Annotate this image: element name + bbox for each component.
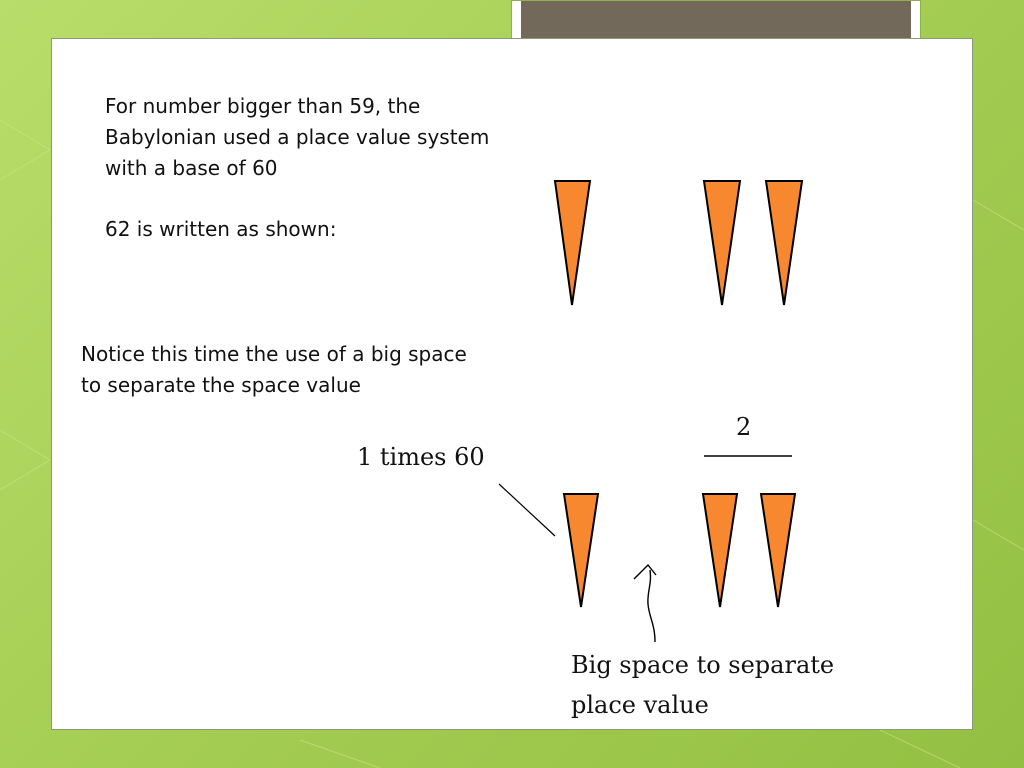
arrow-up-icon	[648, 570, 655, 642]
big-space-label: Big space to separate place value	[571, 651, 835, 719]
wedge-top-3	[766, 181, 802, 305]
arrow-head-icon	[634, 565, 656, 579]
intro-text: For number bigger than 59, the Babylonian used a place value system with a base of 60	[105, 94, 490, 180]
times-60-label: 1 times 60	[357, 443, 485, 471]
cuneiform-diagram	[52, 39, 974, 731]
pointer-line	[499, 484, 555, 536]
wedge-top-2	[704, 181, 740, 305]
wedge-bottom-3	[761, 494, 795, 607]
example-text: 62 is written as shown:	[105, 217, 337, 241]
wedge-bottom-1	[564, 494, 598, 607]
slide-content	[51, 38, 973, 730]
notice-text: Notice this time the use of a big space to separate the space value	[81, 342, 467, 397]
wedge-bottom-2	[703, 494, 737, 607]
wedge-top-1	[555, 181, 590, 305]
digit-two-label: 2	[736, 413, 752, 441]
